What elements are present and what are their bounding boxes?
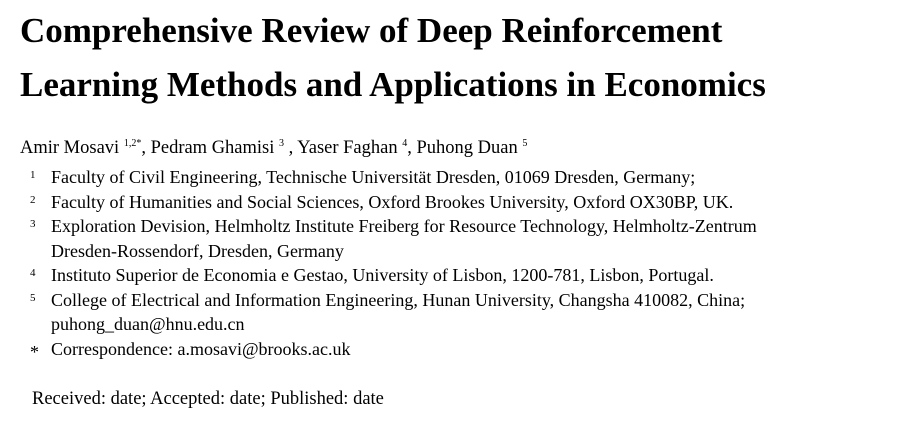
- affiliation-number: 1: [30, 169, 36, 181]
- affiliation-text: Faculty of Humanities and Social Sciences, Oxford Brookes University, Oxford OX30BP, UK.: [51, 191, 734, 212]
- correspondence-text: Correspondence: a.mosavi@brooks.ac.uk: [51, 338, 351, 359]
- affiliation-item: [0, 190, 921, 215]
- affiliation-number: 5: [30, 291, 36, 304]
- author-affiliation-mark: 4: [402, 138, 408, 149]
- affiliation-text: Instituto Superior de Economia e Gestao, University of Lisbon, 1200-781, Lisbon, Portugal.: [51, 265, 714, 285]
- affiliation-text-continued: Dresden-Rossendorf, Dresden, Germany: [51, 240, 344, 261]
- affiliation-item: [0, 165, 921, 190]
- affiliation-number: 2: [30, 193, 36, 206]
- title-line-1: Comprehensive Review of Deep Reinforcement: [20, 11, 723, 50]
- correspondence-item: [0, 337, 921, 362]
- author-name: Yaser Faghan: [297, 138, 398, 158]
- affiliation-item: [0, 214, 921, 263]
- affiliation-text: College of Electrical and Information Engineering, Hunan University, Changsha 410082, China;: [51, 289, 746, 310]
- affiliation-number: 3: [30, 218, 36, 230]
- affiliation-number: 4: [30, 267, 36, 279]
- author-affiliation-mark: 3: [279, 138, 285, 149]
- author-list: [20, 136, 527, 160]
- publication-dates: Received: date; Accepted: date; Published: date: [32, 389, 384, 409]
- author-affiliation-mark: 1,2*: [123, 138, 142, 149]
- author-affiliation-mark: 5: [522, 138, 528, 149]
- author-name: Pedram Ghamisi: [150, 138, 275, 158]
- affiliation-item: [0, 288, 921, 337]
- author-name: Amir Mosavi: [20, 138, 120, 158]
- author-separator: ,: [141, 138, 151, 158]
- affiliation-item: [0, 263, 921, 288]
- affiliation-list: [0, 165, 921, 361]
- author-separator: ,: [284, 138, 298, 158]
- title-line-2: Learning Methods and Applications in Economics: [20, 65, 766, 104]
- correspondence-asterisk: *: [30, 341, 39, 362]
- author-name: Puhong Duan: [416, 138, 518, 158]
- author-separator: ,: [407, 138, 417, 158]
- paper-title: [20, 4, 915, 112]
- author-email: puhong_duan@hnu.edu.cn: [51, 314, 245, 334]
- affiliation-text: Exploration Devision, Helmholtz Institute Freiberg for Resource Technology, Helmholtz-Zentrum: [51, 216, 757, 236]
- affiliation-text: Faculty of Civil Engineering, Technische Universität Dresden, 01069 Dresden, Germany;: [51, 167, 696, 187]
